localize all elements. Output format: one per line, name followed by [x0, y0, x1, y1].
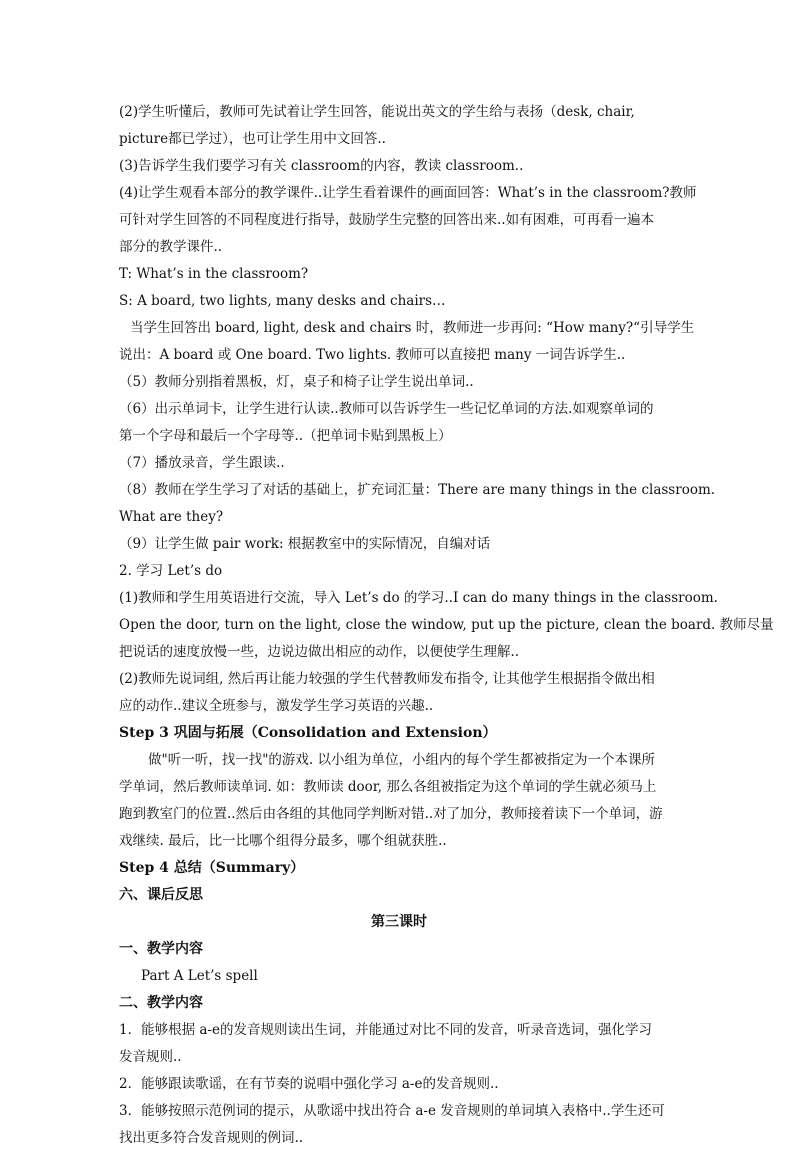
- text-line: 可针对学生回答的不同程度进行指导，鼓励学生完整的回答出来..如有困难，可再看一遍本: [119, 212, 655, 228]
- text-line: 当学生回答出 board, light, desk and chairs 时，教师进一步再问: “How many?“引导学生: [130, 320, 695, 336]
- text-line: （8）教师在学生学习了对话的基础上，扩充词汇量：There are many things in the classroom.: [119, 482, 716, 498]
- lesson-title: 第三课时: [371, 914, 427, 930]
- text-line: (2)教师先说词组, 然后再让能力较强的学生代替教师发布指令, 让其他学生根据指令做出相: [119, 671, 655, 687]
- text-line: Open the door, turn on the light, close the window, put up the picture, clean the board. 教师尽量: [119, 617, 774, 633]
- text-line: 第一个字母和最后一个字母等..（把单词卡贴到黑板上）: [119, 428, 452, 444]
- text-line: (4)让学生观看本部分的教学课件..让学生看着课件的画面回答：What’s in the classroom?教师: [119, 185, 697, 201]
- text-line: 说出：A board 或 One board. Two lights. 教师可以直接把 many 一词告诉学生..: [119, 347, 626, 363]
- dialogue-line: T: What’s in the classroom?: [119, 266, 309, 282]
- step-heading: Step 4 总结（Summary）: [119, 860, 305, 876]
- text-line: What are they?: [119, 509, 224, 525]
- text-line: (2)学生听懂后，教师可先试着让学生回答，能说出英文的学生给与表扬（desk, chair,: [119, 104, 635, 120]
- section-heading: 二、教学内容: [119, 995, 203, 1011]
- text-line: 戏继续. 最后，比一比哪个组得分最多，哪个组就获胜..: [119, 833, 447, 849]
- text-line: 跑到教室门的位置..然后由各组的其他同学判断对错..对了加分，教师接着读下一个单词，游: [119, 806, 663, 822]
- document-body: [119, 100, 774, 1153]
- text-line: 应的动作..建议全班参与，激发学生学习英语的兴趣..: [119, 698, 434, 714]
- section-heading: 六、课后反思: [119, 887, 203, 903]
- text-line: 3．能够按照示范例词的提示，从歌谣中找出符合 a-e 发音规则的单词填入表格中..学生还可: [119, 1103, 665, 1119]
- section-label: 2. 学习 Let’s do: [119, 563, 223, 579]
- text-line: (3)告诉学生我们要学习有关 classroom的内容，教读 classroom..: [119, 158, 524, 174]
- text-line: 2．能够跟读歌谣，在有节奏的说唱中强化学习 a-e的发音规则..: [119, 1076, 499, 1092]
- text-line: (1)教师和学生用英语进行交流，导入 Let’s do 的学习..I can do many things in the classroom.: [119, 590, 718, 606]
- text-line: 部分的教学课件..: [119, 239, 223, 255]
- text-line: 把说话的速度放慢一些，边说边做出相应的动作，以便使学生理解..: [119, 644, 520, 660]
- dialogue-line: S: A board, two lights, many desks and chairs…: [119, 293, 446, 309]
- text-line: 1．能够根据 a-e的发音规则读出生词，并能通过对比不同的发音，听录音选词，强化学习: [119, 1022, 652, 1038]
- text-line: Part A Let’s spell: [141, 968, 258, 984]
- text-line: picture都已学过），也可让学生用中文回答..: [119, 131, 386, 147]
- text-line: 学单词，然后教师读单词. 如：教师读 door, 那么各组被指定为这个单词的学生就必须马上: [119, 779, 657, 795]
- step-heading: Step 3 巩固与拓展（Consolidation and Extension）: [119, 725, 497, 741]
- section-heading: 一、教学内容: [119, 941, 203, 957]
- text-line: （5）教师分别指着黑板，灯，桌子和椅子让学生说出单词..: [119, 374, 474, 390]
- text-line: （7）播放录音，学生跟读..: [119, 455, 285, 471]
- text-line: 做"听一听，找一找"的游戏. 以小组为单位，小组内的每个学生都被指定为一个本课所: [148, 752, 656, 768]
- text-line: （6）出示单词卡，让学生进行认读..教师可以告诉学生一些记忆单词的方法.如观察单词的: [119, 401, 654, 417]
- text-line: （9）让学生做 pair work: 根据教室中的实际情况，自编对话: [119, 536, 491, 552]
- text-line: 发音规则..: [119, 1049, 182, 1065]
- text-line: 找出更多符合发音规则的例词..: [119, 1130, 304, 1146]
